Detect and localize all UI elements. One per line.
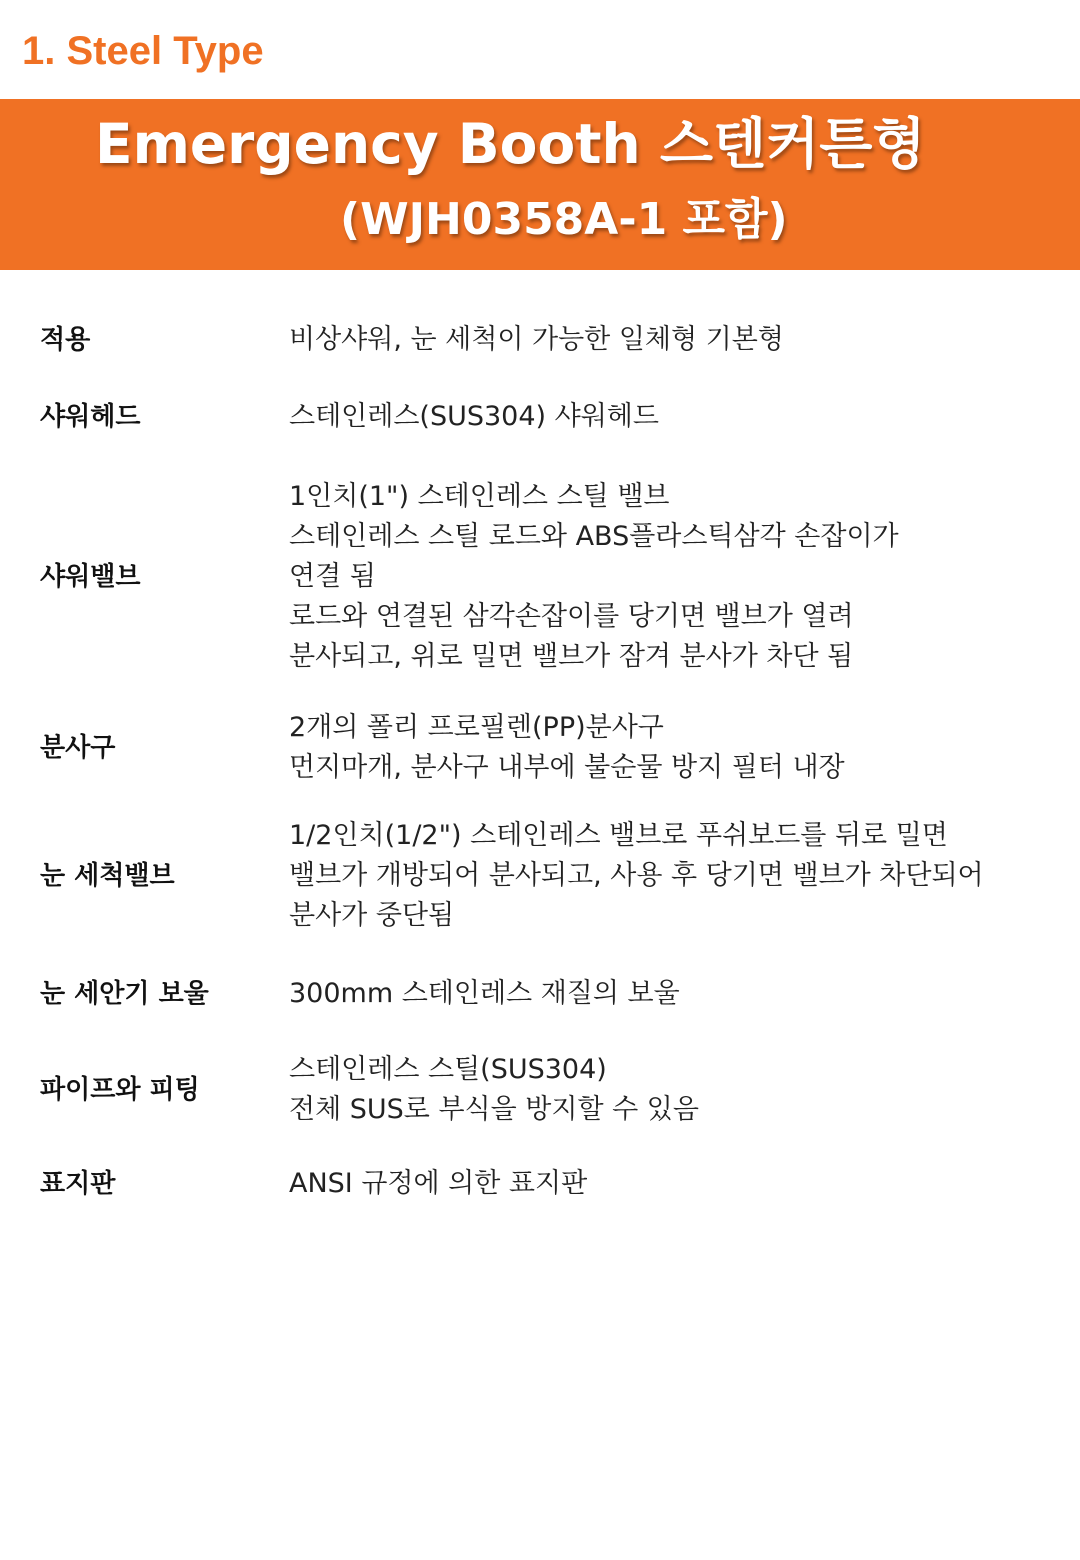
spec-value <box>289 816 1059 936</box>
spec-label: 파이프와 피팅 <box>40 1075 200 1105</box>
title-banner <box>0 99 1080 270</box>
spec-label: 눈 세척밸브 <box>40 861 175 891</box>
spec-label: 분사구 <box>40 733 116 763</box>
spec-value-line: ANSI 규정에 의한 표지판 <box>289 1168 588 1199</box>
spec-value <box>289 708 1059 788</box>
spec-value <box>289 397 1059 437</box>
spec-value-line: 비상샤워, 눈 세척이 가능한 일체형 기본형 <box>289 324 784 355</box>
spec-value-line: 300mm 스테인레스 재질의 보울 <box>289 978 680 1009</box>
spec-row-application <box>0 320 1080 360</box>
spec-value-line: 먼지마개, 분사구 내부에 불순물 방지 필터 내장 <box>289 752 845 783</box>
spec-value-line: 1인치(1") 스테인레스 스틸 밸브 <box>289 481 670 512</box>
section-title: 1. Steel Type <box>22 29 264 73</box>
spec-value <box>289 320 1059 360</box>
spec-label: 적용 <box>40 325 91 355</box>
spec-value-line: 분사가 중단됨 <box>289 900 455 931</box>
spec-value <box>289 477 1059 677</box>
banner-subtitle: (WJH0358A-1 포함) <box>340 194 788 245</box>
spec-value <box>289 974 1059 1014</box>
spec-value <box>289 1050 1059 1130</box>
spec-value-line: 연결 됨 <box>289 561 376 592</box>
spec-value-line: 전체 SUS로 부식을 방지할 수 있음 <box>289 1094 699 1125</box>
spec-value-line: 분사되고, 위로 밀면 밸브가 잠겨 분사가 차단 됨 <box>289 641 854 672</box>
spec-value-line: 2개의 폴리 프로필렌(PP)분사구 <box>289 712 664 743</box>
spec-value-line: 로드와 연결된 삼각손잡이를 당기면 밸브가 열려 <box>289 601 854 632</box>
spec-row-signage <box>0 1164 1080 1204</box>
spec-row-shower-valve <box>0 477 1080 677</box>
spec-value-line: 스테인레스 스틸(SUS304) <box>289 1054 607 1085</box>
spec-label: 샤워밸브 <box>40 562 141 592</box>
spec-label: 샤워헤드 <box>40 402 141 432</box>
spec-value-line: 밸브가 개방되어 분사되고, 사용 후 당기면 밸브가 차단되어 <box>289 860 984 891</box>
spec-label: 표지판 <box>40 1169 116 1199</box>
spec-value-line: 스테인레스(SUS304) 샤워헤드 <box>289 401 659 432</box>
spec-row-shower-head <box>0 397 1080 437</box>
spec-row-eye-wash-valve <box>0 816 1080 936</box>
spec-label: 눈 세안기 보울 <box>40 979 209 1009</box>
spec-row-nozzle <box>0 708 1080 788</box>
spec-value <box>289 1164 1059 1204</box>
spec-row-eye-wash-bowl <box>0 974 1080 1014</box>
spec-value-line: 스테인레스 스틸 로드와 ABS플라스틱삼각 손잡이가 <box>289 521 899 552</box>
spec-value-line: 1/2인치(1/2") 스테인레스 밸브로 푸쉬보드를 뒤로 밀면 <box>289 820 948 851</box>
banner-title: Emergency Booth 스텐커튼형 <box>95 112 926 176</box>
spec-row-pipe-fitting <box>0 1050 1080 1130</box>
